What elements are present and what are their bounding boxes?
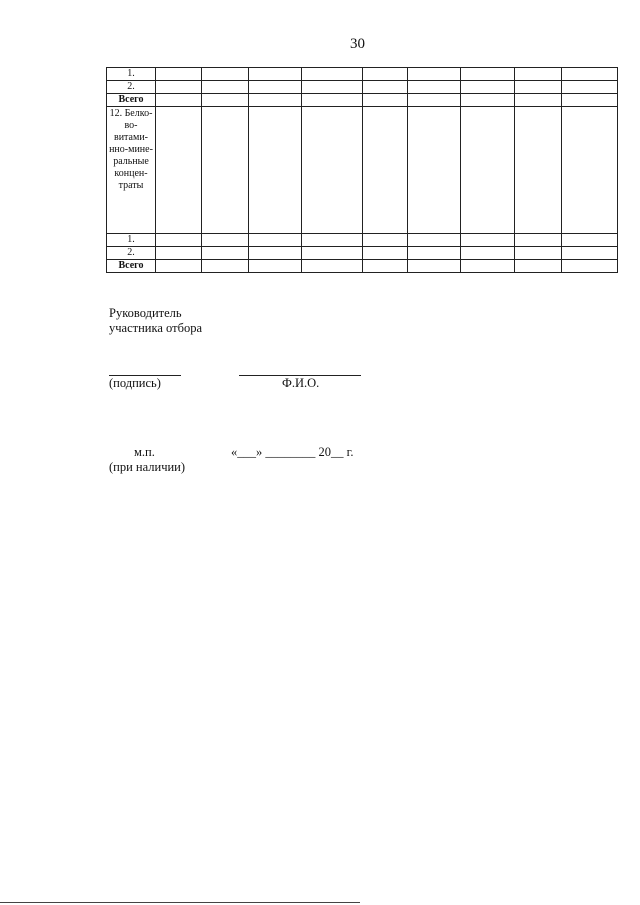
table-cell (461, 81, 515, 94)
table-cell (156, 247, 202, 260)
report-table (106, 67, 618, 273)
table-cell (249, 260, 302, 273)
table-cell (302, 68, 363, 81)
table-cell (408, 260, 461, 273)
row-label: 1. (107, 234, 156, 247)
table-cell (363, 94, 408, 107)
table-cell (461, 68, 515, 81)
table-cell (156, 81, 202, 94)
table-cell (363, 107, 408, 234)
row-label: 12. Белко-во-витами-нно-мине-ральные концен-траты (107, 107, 156, 234)
table-cell (461, 247, 515, 260)
table-cell (202, 247, 249, 260)
table-cell (249, 234, 302, 247)
table-cell (515, 260, 562, 273)
table-cell (202, 94, 249, 107)
table-row (107, 260, 618, 273)
table-row (107, 81, 618, 94)
table-cell (408, 94, 461, 107)
row-label: 1. (107, 68, 156, 81)
table-cell (302, 247, 363, 260)
table-cell (562, 234, 618, 247)
stamp-note: (при наличии) (109, 460, 186, 474)
stamp-label: м.п. (134, 445, 155, 459)
table-cell (515, 94, 562, 107)
table-cell (408, 68, 461, 81)
table-cell (202, 234, 249, 247)
table-cell (302, 234, 363, 247)
table-cell (408, 247, 461, 260)
table-cell (202, 81, 249, 94)
sign-caption: (подпись) (109, 376, 161, 390)
row-label: 2. (107, 247, 156, 260)
table-cell (408, 81, 461, 94)
table-cell (156, 107, 202, 234)
table-cell (461, 234, 515, 247)
table-row (107, 68, 618, 81)
table-cell (249, 68, 302, 81)
head-title (109, 306, 202, 336)
table-cell (562, 68, 618, 81)
table-cell (302, 81, 363, 94)
table-row (107, 234, 618, 247)
table-cell (562, 260, 618, 273)
table-cell (363, 260, 408, 273)
footer-rule (0, 902, 360, 903)
table-cell (249, 247, 302, 260)
table-cell (562, 247, 618, 260)
table-cell (249, 81, 302, 94)
table-cell (408, 234, 461, 247)
table-cell (363, 68, 408, 81)
table-cell (363, 81, 408, 94)
page-number: 30 (350, 36, 365, 52)
table-cell (202, 260, 249, 273)
table-cell (202, 68, 249, 81)
table-cell (461, 260, 515, 273)
table-cell (302, 260, 363, 273)
row-label: Всего (107, 260, 156, 273)
table-cell (156, 94, 202, 107)
table-cell (515, 107, 562, 234)
row-label: Всего (107, 94, 156, 107)
head-line-2: участника отбора (109, 321, 202, 335)
table-row (107, 94, 618, 107)
table-cell (156, 260, 202, 273)
table-cell (515, 234, 562, 247)
table-cell (302, 94, 363, 107)
table-row (107, 247, 618, 260)
table-cell (461, 94, 515, 107)
table-cell (515, 247, 562, 260)
table-cell (363, 247, 408, 260)
table-cell (515, 68, 562, 81)
table-cell (302, 107, 363, 234)
table-cell (562, 107, 618, 234)
table-cell (461, 107, 515, 234)
table-cell (202, 107, 249, 234)
table-cell (562, 81, 618, 94)
head-line-1: Руководитель (109, 306, 182, 320)
date-field: «___» ________ 20__ г. (231, 445, 354, 459)
table-cell (408, 107, 461, 234)
table-row (107, 107, 618, 234)
table-cell (249, 107, 302, 234)
table-cell (249, 94, 302, 107)
table-cell (562, 94, 618, 107)
fio-caption: Ф.И.О. (282, 376, 320, 390)
table-cell (515, 81, 562, 94)
table-cell (363, 234, 408, 247)
table-cell (156, 234, 202, 247)
table-cell (156, 68, 202, 81)
row-label: 2. (107, 81, 156, 94)
